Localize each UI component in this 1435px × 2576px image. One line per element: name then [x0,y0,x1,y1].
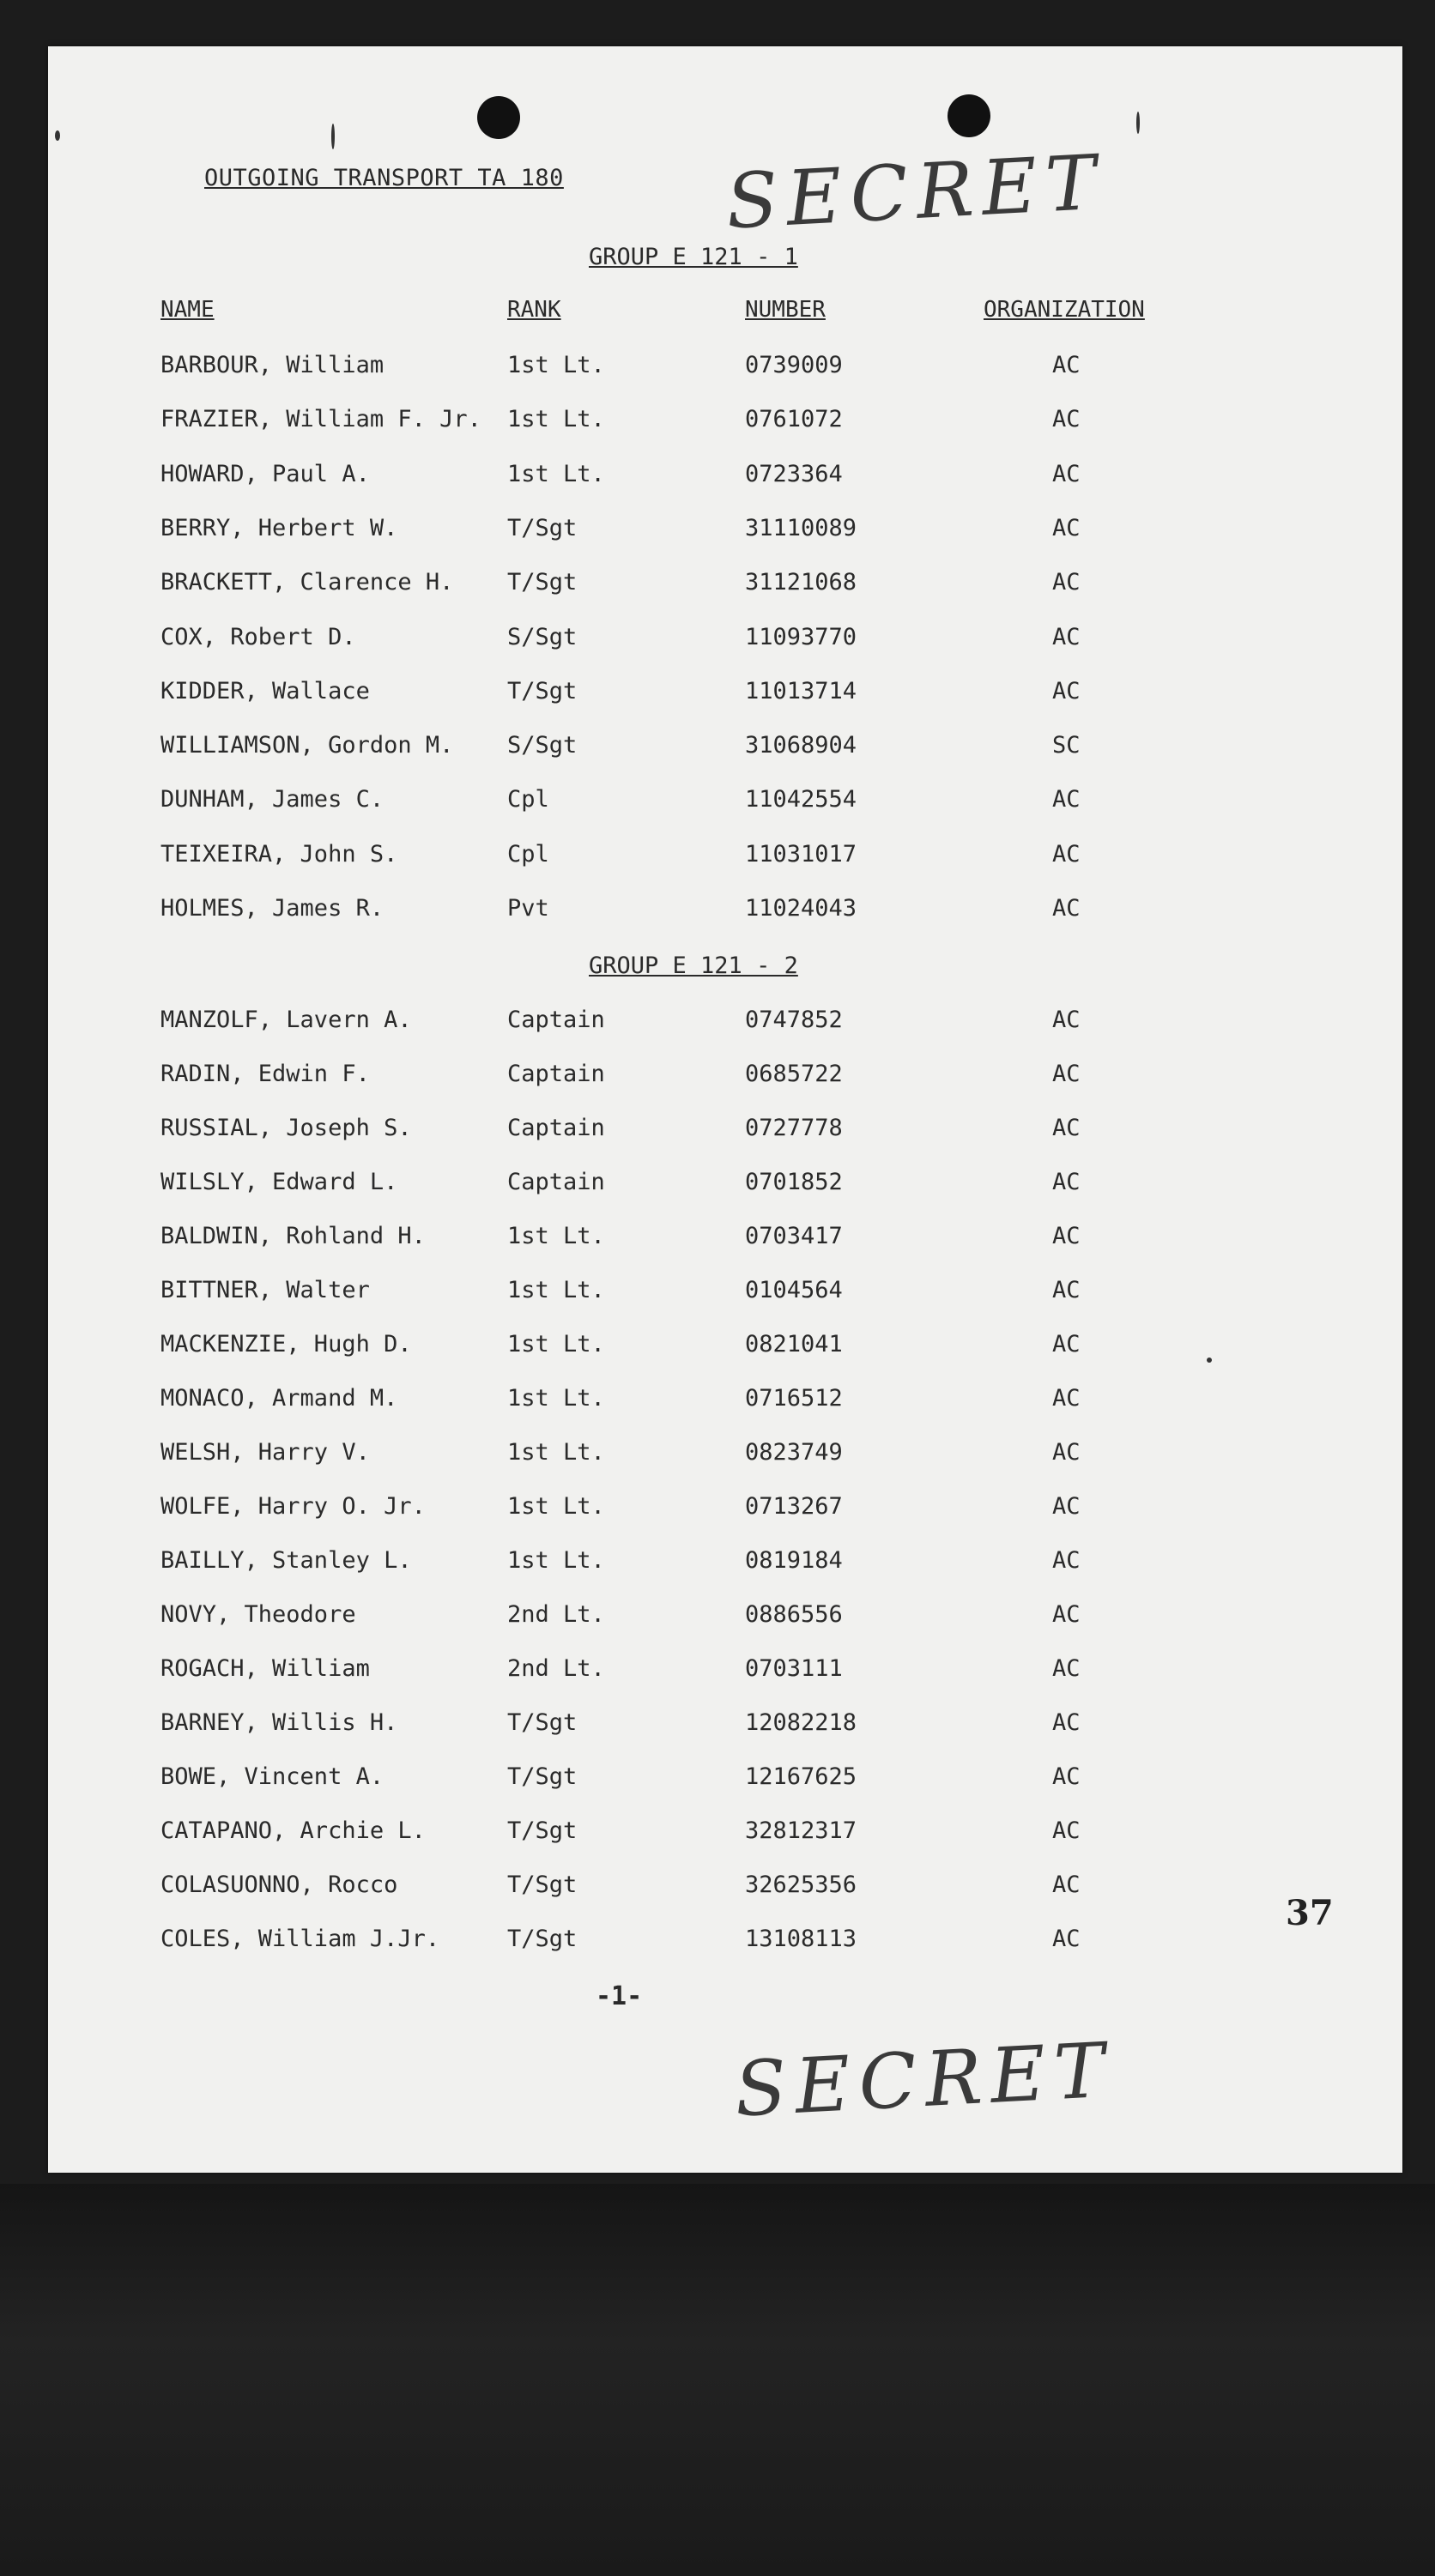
row-organization: AC [1052,1385,1081,1412]
roster-row [48,841,1402,875]
row-organization: AC [1052,1547,1081,1574]
row-name: MANZOLF, Lavern A. [160,1007,412,1033]
row-number: 0823749 [745,1439,843,1466]
row-name: MACKENZIE, Hugh D. [160,1331,412,1358]
row-name: HOLMES, James R. [160,895,384,922]
punch-hole-right [948,94,990,137]
row-number: 31110089 [745,514,857,541]
roster-row [48,1601,1402,1636]
row-rank: 1st Lt. [507,460,605,487]
roster-row [48,406,1402,440]
document-title: OUTGOING TRANSPORT TA 180 [204,165,564,191]
row-name: FRAZIER, William F. Jr. [160,406,481,433]
page-number: 37 [1286,1893,1334,1933]
row-organization: AC [1052,1277,1081,1303]
row-organization: AC [1052,1115,1081,1141]
row-organization: AC [1052,840,1081,868]
row-name: TEIXEIRA, John S. [160,840,398,868]
speck [55,130,60,141]
row-name: CATAPANO, Archie L. [160,1817,426,1844]
row-number: 31068904 [745,732,857,759]
row-rank: 1st Lt. [507,1493,605,1520]
roster-row [48,1872,1402,1906]
row-organization: SC [1052,732,1081,759]
row-organization: AC [1052,1331,1081,1358]
roster-row [48,1007,1402,1041]
roster-row [48,1439,1402,1473]
row-organization: AC [1052,1763,1081,1790]
roster-row [48,624,1402,658]
row-rank: S/Sgt [507,732,578,759]
group-heading-1: GROUP E 121 - 1 [589,244,798,270]
column-header-rank: RANK [507,297,561,323]
row-organization: AC [1052,1493,1081,1520]
row-number: 12167625 [745,1763,857,1790]
row-organization: AC [1052,1872,1081,1898]
row-name: WILLIAMSON, Gordon M. [160,732,454,759]
row-rank: Captain [507,1007,605,1033]
row-name: BERRY, Herbert W. [160,514,398,541]
row-organization: AC [1052,1926,1081,1952]
row-name: ROGACH, William [160,1655,370,1682]
row-number: 11042554 [745,786,857,813]
row-organization: AC [1052,569,1081,596]
row-organization: AC [1052,895,1081,922]
roster-row [48,1547,1402,1581]
row-rank: 1st Lt. [507,1547,605,1574]
row-organization: AC [1052,786,1081,813]
row-number: 0723364 [745,460,843,487]
row-number: 0104564 [745,1277,843,1303]
column-header-organization: ORGANIZATION [984,297,1145,323]
roster-row [48,1385,1402,1419]
row-organization: AC [1052,1655,1081,1682]
row-organization: AC [1052,1709,1081,1736]
row-name: DUNHAM, James C. [160,786,384,813]
row-rank: T/Sgt [507,1709,578,1736]
row-name: COLES, William J.Jr. [160,1926,440,1952]
row-number: 0713267 [745,1493,843,1520]
row-rank: S/Sgt [507,623,578,650]
row-name: HOWARD, Paul A. [160,460,370,487]
roster-row [48,1709,1402,1744]
row-organization: AC [1052,406,1081,433]
row-number: 0727778 [745,1115,843,1141]
row-number: 0761072 [745,406,843,433]
row-name: COX, Robert D. [160,623,356,650]
roster-row [48,1169,1402,1203]
roster-row [48,732,1402,766]
roster-row [48,1223,1402,1257]
row-rank: Captain [507,1169,605,1195]
row-organization: AC [1052,1169,1081,1195]
roster-row [48,1926,1402,1960]
row-number: 32625356 [745,1872,857,1898]
roster-row [48,1817,1402,1852]
row-rank: 2nd Lt. [507,1601,605,1628]
row-organization: AC [1052,677,1081,704]
row-name: BRACKETT, Clarence H. [160,569,454,596]
row-number: 0819184 [745,1547,843,1574]
row-organization: AC [1052,1007,1081,1033]
roster-row [48,786,1402,820]
row-organization: AC [1052,1817,1081,1844]
roster-row [48,1061,1402,1095]
row-rank: 2nd Lt. [507,1655,605,1682]
row-number: 0716512 [745,1385,843,1412]
row-organization: AC [1052,514,1081,541]
row-name: MONACO, Armand M. [160,1385,398,1412]
row-number: 31121068 [745,569,857,596]
row-organization: AC [1052,1061,1081,1087]
row-rank: 1st Lt. [507,1331,605,1358]
row-organization: AC [1052,1601,1081,1628]
row-number: 11013714 [745,677,857,704]
row-number: 32812317 [745,1817,857,1844]
row-name: BOWE, Vincent A. [160,1763,384,1790]
roster-row [48,352,1402,386]
row-name: RADIN, Edwin F. [160,1061,370,1087]
row-rank: 1st Lt. [507,1439,605,1466]
roster-row [48,515,1402,549]
page-marker: -1- [596,1981,643,2011]
secret-stamp-top: SECRET [724,137,1107,246]
row-number: 0703417 [745,1223,843,1249]
row-rank: T/Sgt [507,1817,578,1844]
row-name: WILSLY, Edward L. [160,1169,398,1195]
row-rank: Cpl [507,840,549,868]
row-organization: AC [1052,352,1081,378]
row-rank: T/Sgt [507,1926,578,1952]
row-rank: Cpl [507,786,549,813]
row-number: 0747852 [745,1007,843,1033]
row-number: 0685722 [745,1061,843,1087]
row-name: BARBOUR, William [160,352,384,378]
row-number: 0739009 [745,352,843,378]
row-number: 0701852 [745,1169,843,1195]
row-name: NOVY, Theodore [160,1601,356,1628]
row-rank: 1st Lt. [507,1223,605,1249]
row-name: RUSSIAL, Joseph S. [160,1115,412,1141]
row-rank: T/Sgt [507,677,578,704]
roster-row [48,895,1402,929]
speck [331,124,335,149]
row-number: 0821041 [745,1331,843,1358]
column-header-name: NAME [160,297,215,323]
scan-background [0,2184,1435,2576]
row-rank: T/Sgt [507,1763,578,1790]
row-name: KIDDER, Wallace [160,677,370,704]
secret-stamp-bottom: SECRET [732,2025,1116,2134]
roster-row [48,1115,1402,1149]
document-page [48,46,1402,2173]
roster-row [48,1277,1402,1311]
roster-row [48,678,1402,712]
row-name: BAILLY, Stanley L. [160,1547,412,1574]
row-number: 11031017 [745,840,857,868]
row-number: 11093770 [745,623,857,650]
row-name: BALDWIN, Rohland H. [160,1223,426,1249]
row-rank: T/Sgt [507,514,578,541]
row-rank: Captain [507,1061,605,1087]
row-number: 0703111 [745,1655,843,1682]
row-number: 12082218 [745,1709,857,1736]
row-rank: Captain [507,1115,605,1141]
row-rank: 1st Lt. [507,1277,605,1303]
row-rank: 1st Lt. [507,406,605,433]
roster-row [48,1763,1402,1798]
roster-row [48,1331,1402,1365]
punch-hole-left [477,96,520,139]
group-heading-2: GROUP E 121 - 2 [589,952,798,979]
roster-row [48,1655,1402,1690]
row-rank: 1st Lt. [507,1385,605,1412]
row-rank: T/Sgt [507,569,578,596]
speck [1136,112,1140,134]
row-name: COLASUONNO, Rocco [160,1872,398,1898]
row-number: 13108113 [745,1926,857,1952]
row-organization: AC [1052,1223,1081,1249]
row-number: 11024043 [745,895,857,922]
row-organization: AC [1052,1439,1081,1466]
row-organization: AC [1052,460,1081,487]
roster-row [48,569,1402,603]
row-rank: T/Sgt [507,1872,578,1898]
roster-row [48,461,1402,495]
row-organization: AC [1052,623,1081,650]
row-name: WELSH, Harry V. [160,1439,370,1466]
roster-row [48,1493,1402,1527]
column-header-number: NUMBER [745,297,826,323]
row-name: BITTNER, Walter [160,1277,370,1303]
row-number: 0886556 [745,1601,843,1628]
row-rank: Pvt [507,895,549,922]
row-name: BARNEY, Willis H. [160,1709,398,1736]
row-name: WOLFE, Harry O. Jr. [160,1493,426,1520]
row-rank: 1st Lt. [507,352,605,378]
